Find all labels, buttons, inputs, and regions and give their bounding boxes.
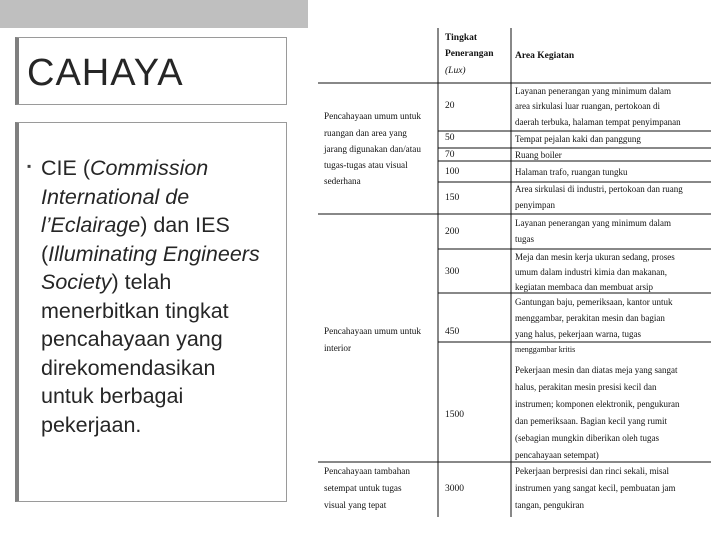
area-line: Pekerjaan mesin dan diatas meja yang sangat bbox=[515, 365, 678, 375]
content-placeholder bbox=[15, 122, 287, 502]
area-line: penyimpan bbox=[515, 200, 555, 210]
top-decor-gap bbox=[308, 18, 720, 28]
lux-50: 50 bbox=[445, 133, 455, 143]
category-line: jarang digunakan dan/atau bbox=[324, 144, 421, 154]
area-line: (sebagian mungkin diberikan oleh tugas bbox=[515, 433, 659, 443]
body-italic-run: Commission International de l’Eclairage bbox=[41, 156, 209, 237]
lux-200: 200 bbox=[445, 227, 460, 237]
lux-3000: 3000 bbox=[445, 484, 464, 494]
area-line: menggambar, perakitan mesin dan bagian bbox=[515, 313, 665, 323]
lux-300: 300 bbox=[445, 267, 460, 277]
header-level-1: Tingkat bbox=[445, 33, 478, 43]
area-cell-20 bbox=[515, 86, 681, 127]
area-line: dan pemeriksaan. Bagian kecil yang rumit bbox=[515, 416, 667, 426]
lux-1500: 1500 bbox=[445, 410, 464, 420]
lux-70: 70 bbox=[445, 150, 455, 160]
header-level-2: Penerangan bbox=[445, 49, 494, 59]
area-line: Ruang boiler bbox=[515, 150, 562, 160]
top-decor-bar bbox=[0, 0, 308, 28]
category-line: Pencahayaan umum untuk bbox=[324, 111, 421, 121]
header-area: Area Kegiatan bbox=[515, 51, 575, 61]
area-line: tugas bbox=[515, 234, 534, 244]
category-line: ruangan dan area yang bbox=[324, 128, 407, 138]
area-line: menggambar kritis bbox=[515, 345, 576, 354]
category-line: tugas-tugas atau visual bbox=[324, 160, 408, 170]
area-line: halus, perakitan mesin presisi kecil dan bbox=[515, 382, 657, 392]
area-line: Halaman trafo, ruangan tungku bbox=[515, 167, 628, 177]
area-line: area sirkulasi luar ruangan, pertokoan di bbox=[515, 101, 660, 111]
area-line: Layanan penerangan yang minimum dalam bbox=[515, 86, 671, 96]
area-line: Pekerjaan berpresisi dan rinci sekali, misal bbox=[515, 466, 669, 476]
category-line: Pencahayaan tambahan bbox=[324, 466, 410, 476]
lux-20: 20 bbox=[445, 101, 455, 111]
area-line: instrumen; komponen elektronik, pengukuran bbox=[515, 399, 680, 409]
area-line: yang halus, pekerjaan warna, tugas bbox=[515, 329, 641, 339]
lux-450: 450 bbox=[445, 327, 460, 337]
body-text-run: ) telah menerbitkan tingkat pencahayaan yang direkomendasikan untuk berbagai pekerjaan. bbox=[41, 270, 229, 437]
category-line: setempat untuk tugas bbox=[324, 483, 402, 493]
lux-table bbox=[318, 28, 711, 517]
area-line: tangan, pengukiran bbox=[515, 500, 584, 510]
lux-100: 100 bbox=[445, 167, 460, 177]
category-line: sederhana bbox=[324, 176, 361, 186]
body-text-run: CIE ( bbox=[41, 156, 90, 180]
area-line: Layanan penerangan yang minimum dalam bbox=[515, 218, 671, 228]
category-line: Pencahayaan umum untuk bbox=[324, 326, 421, 336]
area-line: kegiatan membaca dan membuat arsip bbox=[515, 282, 653, 292]
area-line: Gantungan baju, pemeriksaan, kantor untuk bbox=[515, 297, 673, 307]
category-line: visual yang tepat bbox=[324, 500, 387, 510]
area-line: Area sirkulasi di industri, pertokoan dan ruang bbox=[515, 184, 683, 194]
body-italic-run: Illuminating Engineers Society bbox=[41, 241, 260, 294]
body-text-run: ) dan IES ( bbox=[41, 213, 230, 266]
area-line: instrumen yang sangat kecil, pembuatan jam bbox=[515, 483, 676, 493]
area-line: umum dalam industri kimia dan makanan, bbox=[515, 267, 667, 277]
lux-150: 150 bbox=[445, 193, 460, 203]
area-line: Meja dan mesin kerja ukuran sedang, proses bbox=[515, 252, 675, 262]
area-line: pencahayaan setempat) bbox=[515, 450, 599, 460]
category-line: interior bbox=[324, 343, 352, 353]
title-placeholder bbox=[15, 37, 287, 105]
area-line: daerah terbuka, halaman tempat penyimpanan bbox=[515, 117, 681, 127]
header-level-3: (Lux) bbox=[445, 66, 466, 76]
slide-title: CAHAYA bbox=[27, 52, 184, 94]
bullet-text bbox=[41, 154, 271, 439]
area-line: Tempat pejalan kaki dan panggung bbox=[515, 134, 641, 144]
